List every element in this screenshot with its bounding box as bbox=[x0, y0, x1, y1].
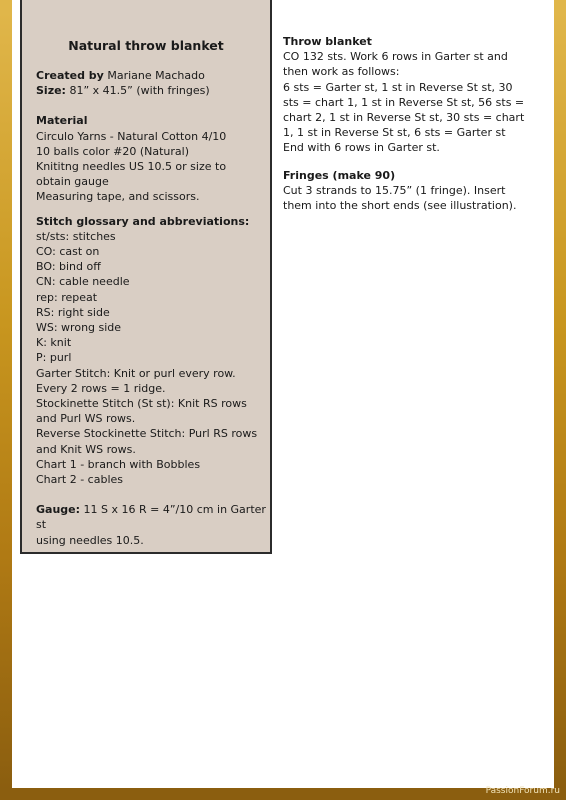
size-value: 81” x 41.5” (with fringes) bbox=[69, 84, 210, 98]
gauge-value: 11 S x 16 R = 4”/10 cm in Garter st bbox=[36, 503, 266, 532]
fringes-line: Cut 3 strands to 15.75” (1 fringe). Insert bbox=[283, 183, 506, 197]
fringes-block bbox=[283, 168, 548, 214]
glossary-item: and Knit WS rows. bbox=[36, 442, 136, 456]
throw-line: 6 sts = Garter st, 1 st in Reverse St st, 30 bbox=[283, 80, 513, 94]
glossary-item: WS: wrong side bbox=[36, 321, 122, 335]
sidebar-panel bbox=[20, 0, 272, 554]
page-title: Natural throw blanket bbox=[68, 38, 224, 53]
glossary-item: Reverse Stockinette Stitch: Purl RS rows bbox=[36, 427, 258, 441]
pattern-info bbox=[36, 68, 272, 557]
glossary-item: rep: repeat bbox=[36, 290, 98, 304]
credits-block bbox=[36, 68, 272, 98]
throw-line: then work as follows: bbox=[283, 65, 400, 79]
gauge-value-cont: using needles 10.5. bbox=[36, 533, 144, 547]
glossary-item: Garter Stitch: Knit or purl every row. bbox=[36, 366, 236, 380]
glossary-item: CO: cast on bbox=[36, 245, 100, 259]
created-by-value: Mariane Machado bbox=[107, 69, 205, 82]
glossary-item: and Purl WS rows. bbox=[36, 412, 136, 426]
material-line: 10 balls color #20 (Natural) bbox=[36, 144, 190, 158]
gauge-label: Gauge: bbox=[36, 503, 81, 517]
throw-heading: Throw blanket bbox=[283, 35, 372, 48]
material-line: obtain gauge bbox=[36, 175, 109, 189]
throw-line: chart 2, 1 st in Reverse St st, 30 sts = chart bbox=[283, 111, 525, 125]
throw-line: sts = chart 1, 1 st in Reverse St st, 56 sts = bbox=[283, 95, 525, 109]
throw-line: 1, 1 st in Reverse St st, 6 sts = Garter st bbox=[283, 126, 506, 140]
created-by-label: Created by bbox=[36, 69, 104, 82]
fringes-line: them into the short ends (see illustration). bbox=[283, 199, 517, 213]
material-line: Measuring tape, and scissors. bbox=[36, 190, 200, 204]
throw-line: CO 132 sts. Work 6 rows in Garter st and bbox=[283, 50, 508, 64]
glossary-item: Stockinette Stitch (St st): Knit RS rows bbox=[36, 397, 247, 411]
glossary-item: CN: cable needle bbox=[36, 275, 130, 289]
material-line: Knititng needles US 10.5 or size to bbox=[36, 160, 227, 174]
fringes-heading: Fringes (make 90) bbox=[283, 168, 396, 182]
glossary-item: Chart 1 - branch with Bobbles bbox=[36, 457, 201, 471]
glossary-item: RS: right side bbox=[36, 305, 110, 319]
glossary-item: BO: bind off bbox=[36, 260, 101, 274]
throw-line: End with 6 rows in Garter st. bbox=[283, 141, 440, 155]
glossary-heading: Stitch glossary and abbreviations: bbox=[36, 214, 250, 228]
material-heading: Material bbox=[36, 114, 88, 128]
glossary-block bbox=[36, 214, 272, 488]
gauge-block bbox=[36, 502, 272, 548]
glossary-item: st/sts: stitches bbox=[36, 229, 116, 243]
throw-block bbox=[283, 34, 548, 156]
watermark: PassionForum.ru bbox=[485, 786, 560, 796]
glossary-item: P: purl bbox=[36, 351, 72, 365]
size-label: Size: bbox=[36, 84, 66, 98]
instructions bbox=[283, 34, 548, 225]
page bbox=[12, 0, 554, 788]
glossary-item: K: knit bbox=[36, 336, 72, 350]
material-block bbox=[36, 113, 272, 204]
glossary-item: Every 2 rows = 1 ridge. bbox=[36, 381, 166, 395]
material-line: Circulo Yarns - Natural Cotton 4/10 bbox=[36, 129, 227, 143]
glossary-item: Chart 2 - cables bbox=[36, 473, 124, 487]
